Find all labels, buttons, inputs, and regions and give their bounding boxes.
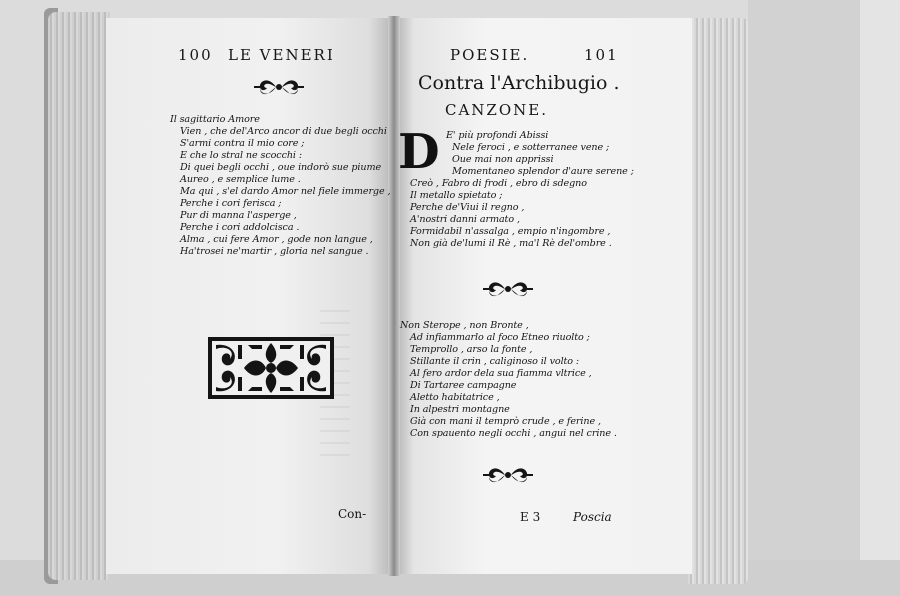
book-gutter — [388, 16, 400, 576]
poem-subtitle: CANZONE. — [445, 101, 548, 119]
verse-line: Con spauento negli occhi , angui nel crine . — [410, 428, 617, 439]
verse-line: Di Tartaree campagne — [410, 380, 517, 391]
background-strip — [860, 0, 900, 596]
left-running-head: LE VENERI — [228, 46, 335, 64]
left-page-number: 100 — [178, 46, 213, 64]
verse-line: Vien , che del'Arco ancor di due begli occhi — [180, 126, 387, 137]
left-page — [106, 18, 392, 574]
verse-line: Non già de'lumi il Rè , ma'l Rè del'ombre . — [410, 238, 612, 249]
stanza-one — [410, 130, 634, 250]
verse-line: Aletto habitatrice , — [410, 392, 500, 403]
page-edges-left — [48, 12, 110, 580]
verse-line: Alma , cui fere Amor , gode non langue , — [180, 234, 373, 245]
fleuron-ornament-icon — [253, 76, 305, 98]
verse-line: Già con mani il temprò crude , e ferine , — [410, 416, 601, 427]
verse-line: Il sagittario Amore — [170, 114, 260, 125]
left-catchword: Con- — [338, 507, 367, 521]
drop-cap: D — [398, 124, 440, 180]
open-book — [48, 8, 748, 584]
verse-line: Momentaneo splendor d'aure serene ; — [452, 166, 634, 177]
poem-title: Contra l'Archibugio . — [418, 72, 620, 94]
verse-line: A'nostri danni armato , — [410, 214, 520, 225]
verse-line: Nele feroci , e sotterranee vene ; — [452, 142, 610, 153]
verse-line: Temprollo , arso la fonte , — [410, 344, 533, 355]
right-catchword: Poscia — [573, 510, 612, 524]
verse-line: Perche de'Viui il regno , — [410, 202, 525, 213]
verse-line: Stillante il crin , caliginoso il volto : — [410, 356, 580, 367]
fleuron-ornament-icon — [482, 464, 534, 486]
right-running-head: POESIE. — [450, 46, 530, 64]
verse-line: Formidabil n'assalga , empio n'ingombre , — [410, 226, 611, 237]
verse-line: Pur di manna l'asperge , — [180, 210, 297, 221]
verse-line: Perche i cori addolcisca . — [180, 222, 300, 233]
left-poem-text — [170, 114, 390, 258]
verse-line: Creò , Fabro di frodi , ebro di sdegno — [410, 178, 587, 189]
verse-line: Al fero ardor dela sua fiamma vltrice , — [410, 368, 592, 379]
page-edges-right — [688, 18, 748, 584]
verse-line: Il metallo spietato ; — [410, 190, 503, 201]
verse-line: Perche i cori ferisca ; — [180, 198, 282, 209]
verse-line: Ad infiammarlo al foco Etneo riuolto ; — [410, 332, 590, 343]
verse-line: S'armi contra il mio core ; — [180, 138, 305, 149]
fleuron-ornament-icon — [482, 278, 534, 300]
verse-line: E che lo stral ne scocchi : — [180, 150, 302, 161]
signature-mark: E 3 — [520, 510, 541, 524]
verse-line: Oue mai non apprissi — [452, 154, 554, 165]
verse-line: Non Sterope , non Bronte , — [400, 320, 529, 331]
verse-line: Ma qui , s'el dardo Amor nel fiele immerge , — [180, 186, 391, 197]
verse-line: Ha'trosei ne'martir , gloria nel sangue . — [180, 246, 369, 257]
verse-line: Di quei begli occhi , oue indorò sue piume — [180, 162, 382, 173]
verse-line: E' più profondi Abissi — [446, 130, 549, 141]
decorative-printer-block-icon — [208, 337, 334, 399]
verse-line: In alpestri montagne — [410, 404, 510, 415]
verse-line: Aureo , e semplice lume . — [180, 174, 301, 185]
right-page-number: 101 — [584, 46, 619, 64]
stanza-two — [400, 320, 617, 440]
